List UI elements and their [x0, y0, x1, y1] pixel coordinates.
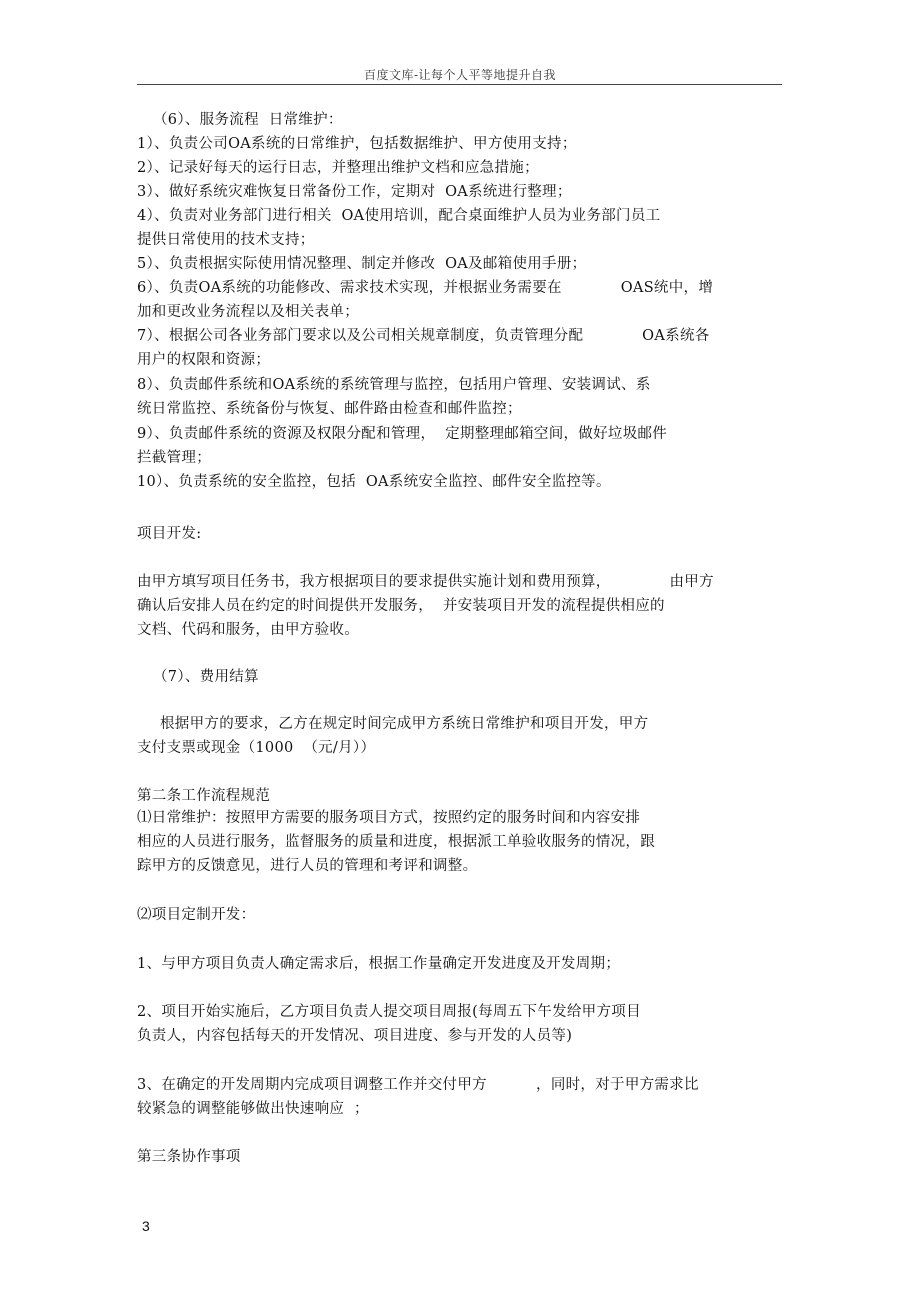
paragraph-line: 相应的人员进行服务，监督服务的质量和进度，根据派工单验收服务的情况，跟 — [137, 834, 655, 850]
list-item-continuation: 加和更改业务流程以及相关表单； — [137, 304, 359, 320]
list-item-continuation: 统日常监控、系统备份与恢复、邮件路由检查和邮件监控； — [137, 401, 522, 417]
paragraph-line: 文档、代码和服务，由甲方验收。 — [137, 622, 359, 638]
article-3-heading: 第三条协作事项 — [137, 1149, 241, 1165]
list-item: 3）、做好系统灾难恢复日常备份工作，定期对 OA系统进行整理； — [137, 184, 572, 200]
list-item: 4）、负责对业务部门进行相关 OA使用培训，配合桌面维护人员为业务部门员工 — [137, 208, 661, 224]
list-item-continuation: 负责人，内容包括每天的开发情况、项目进度、参与开发的人员等) — [137, 1028, 573, 1044]
list-item: 1）、负责公司OA系统的日常维护，包括数据维护、甲方使用支持； — [137, 136, 577, 152]
list-item: 2、项目开始实施后，乙方项目负责人提交项目周报(每周五下午发给甲方项目 — [137, 1004, 641, 1020]
list-item-continuation: 较紧急的调整能够做出快速响应 ； — [137, 1101, 369, 1117]
subsection-heading: ⑵项目定制开发： — [137, 907, 256, 923]
list-item: 9）、负责邮件系统的资源及权限分配和管理， 定期整理邮箱空间，做好垃圾邮件 — [137, 426, 668, 442]
section-heading-project-dev: 项目开发: — [137, 526, 202, 542]
list-item-continuation: 提供日常使用的技术支持； — [137, 232, 315, 248]
list-item: 7）、根据公司各业务部门要求以及公司相关规章制度，负责管理分配 OA系统各 — [137, 328, 710, 344]
paragraph-line: 由甲方填写项目任务书，我方根据项目的要求提供实施计划和费用预算， 由甲方 — [137, 574, 714, 590]
section-7-heading: （7）、费用结算 — [153, 669, 259, 685]
article-2-heading: 第二条工作流程规范 — [137, 788, 271, 804]
paragraph-line: ⑴日常维护：按照甲方需要的服务项目方式，按照约定的服务时间和内容安排 — [137, 810, 641, 826]
list-item-continuation: 用户的权限和资源； — [137, 352, 271, 368]
paragraph-line: 确认后安排人员在约定的时间提供开发服务， 并安装项目开发的流程提供相应的 — [137, 598, 665, 614]
list-item: 1、与甲方项目负责人确定需求后，根据工作量确定开发进度及开发周期； — [137, 956, 621, 972]
paragraph-line: 根据甲方的要求，乙方在规定时间完成甲方系统日常维护和项目开发，甲方 — [160, 716, 649, 732]
header-title: 百度文库-让每个人平等地提升自我 — [363, 68, 557, 82]
section-6-heading: （6）、服务流程 日常维护： — [153, 112, 343, 128]
list-item: 3、在确定的开发周期内完成项目调整工作并交付甲方 ，同时，对于甲方需求比 — [137, 1077, 699, 1093]
paragraph-line: 踪甲方的反馈意见，进行人员的管理和考评和调整。 — [137, 858, 478, 874]
list-item-continuation: 拦截管理； — [137, 450, 211, 466]
paragraph-line: 支付支票或现金（1000 （元/月）） — [137, 740, 376, 756]
list-item: 8）、负责邮件系统和OA系统的系统管理与监控，包括用户管理、安装调试、系 — [137, 377, 651, 393]
header-divider — [137, 84, 782, 85]
list-item: 10）、负责系统的安全监控，包括 OA系统安全监控、邮件安全监控等。 — [137, 474, 611, 490]
page-number: 3 — [142, 1218, 150, 1234]
list-item: 2）、记录好每天的运行日志，并整理出维护文档和应急措施； — [137, 160, 539, 176]
list-item: 5）、负责根据实际使用情况整理、制定并修改 OA及邮箱使用手册； — [137, 256, 587, 272]
list-item: 6）、负责OA系统的功能修改、需求技术实现，并根据业务需要在 OAS统中，增 — [137, 280, 714, 296]
